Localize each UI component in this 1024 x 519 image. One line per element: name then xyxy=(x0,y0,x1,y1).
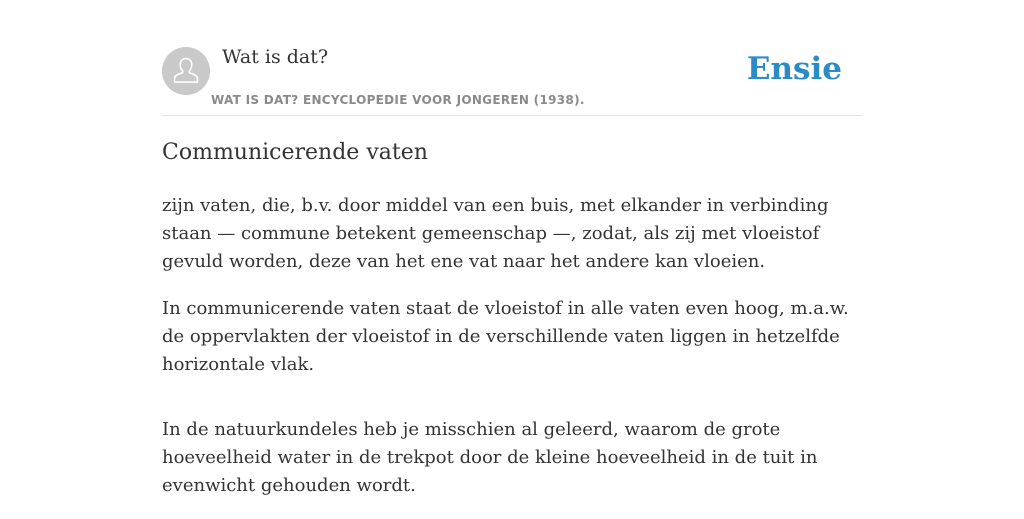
entry-paragraph: In communicerende vaten staat de vloeistof in alle vaten even hoog, m.a.w. de oppervlakten der vloeistof in de verschillende vaten liggen in hetzelfde horizontale vlak. xyxy=(162,298,849,375)
page-container xyxy=(162,0,862,496)
source-title-link[interactable]: Wat is dat? xyxy=(222,46,329,68)
source-header xyxy=(162,0,862,116)
ensie-logo[interactable]: Ensie xyxy=(746,51,842,87)
entry-paragraph: zijn vaten, die, b.v. door middel van een buis, met elkander in verbinding staan — commune betekent gemeenschap —, zodat, als zij met vloeistof gevuld worden, deze van het ene vat naar het andere kan vloeien. xyxy=(162,195,829,272)
user-silhouette-icon[interactable] xyxy=(162,47,210,95)
entry-paragraph: In de natuurkundeles heb je misschien al geleerd, waarom de grote hoeveelheid water in de trekpot door de kleine hoeveelheid in de tuit in evenwicht gehouden wordt. xyxy=(162,419,818,496)
entry-body xyxy=(162,192,872,519)
entry-title: Communicerende vaten xyxy=(162,140,428,165)
source-subtitle: WAT IS DAT? ENCYCLOPEDIE VOOR JONGEREN (1938). xyxy=(211,93,585,107)
